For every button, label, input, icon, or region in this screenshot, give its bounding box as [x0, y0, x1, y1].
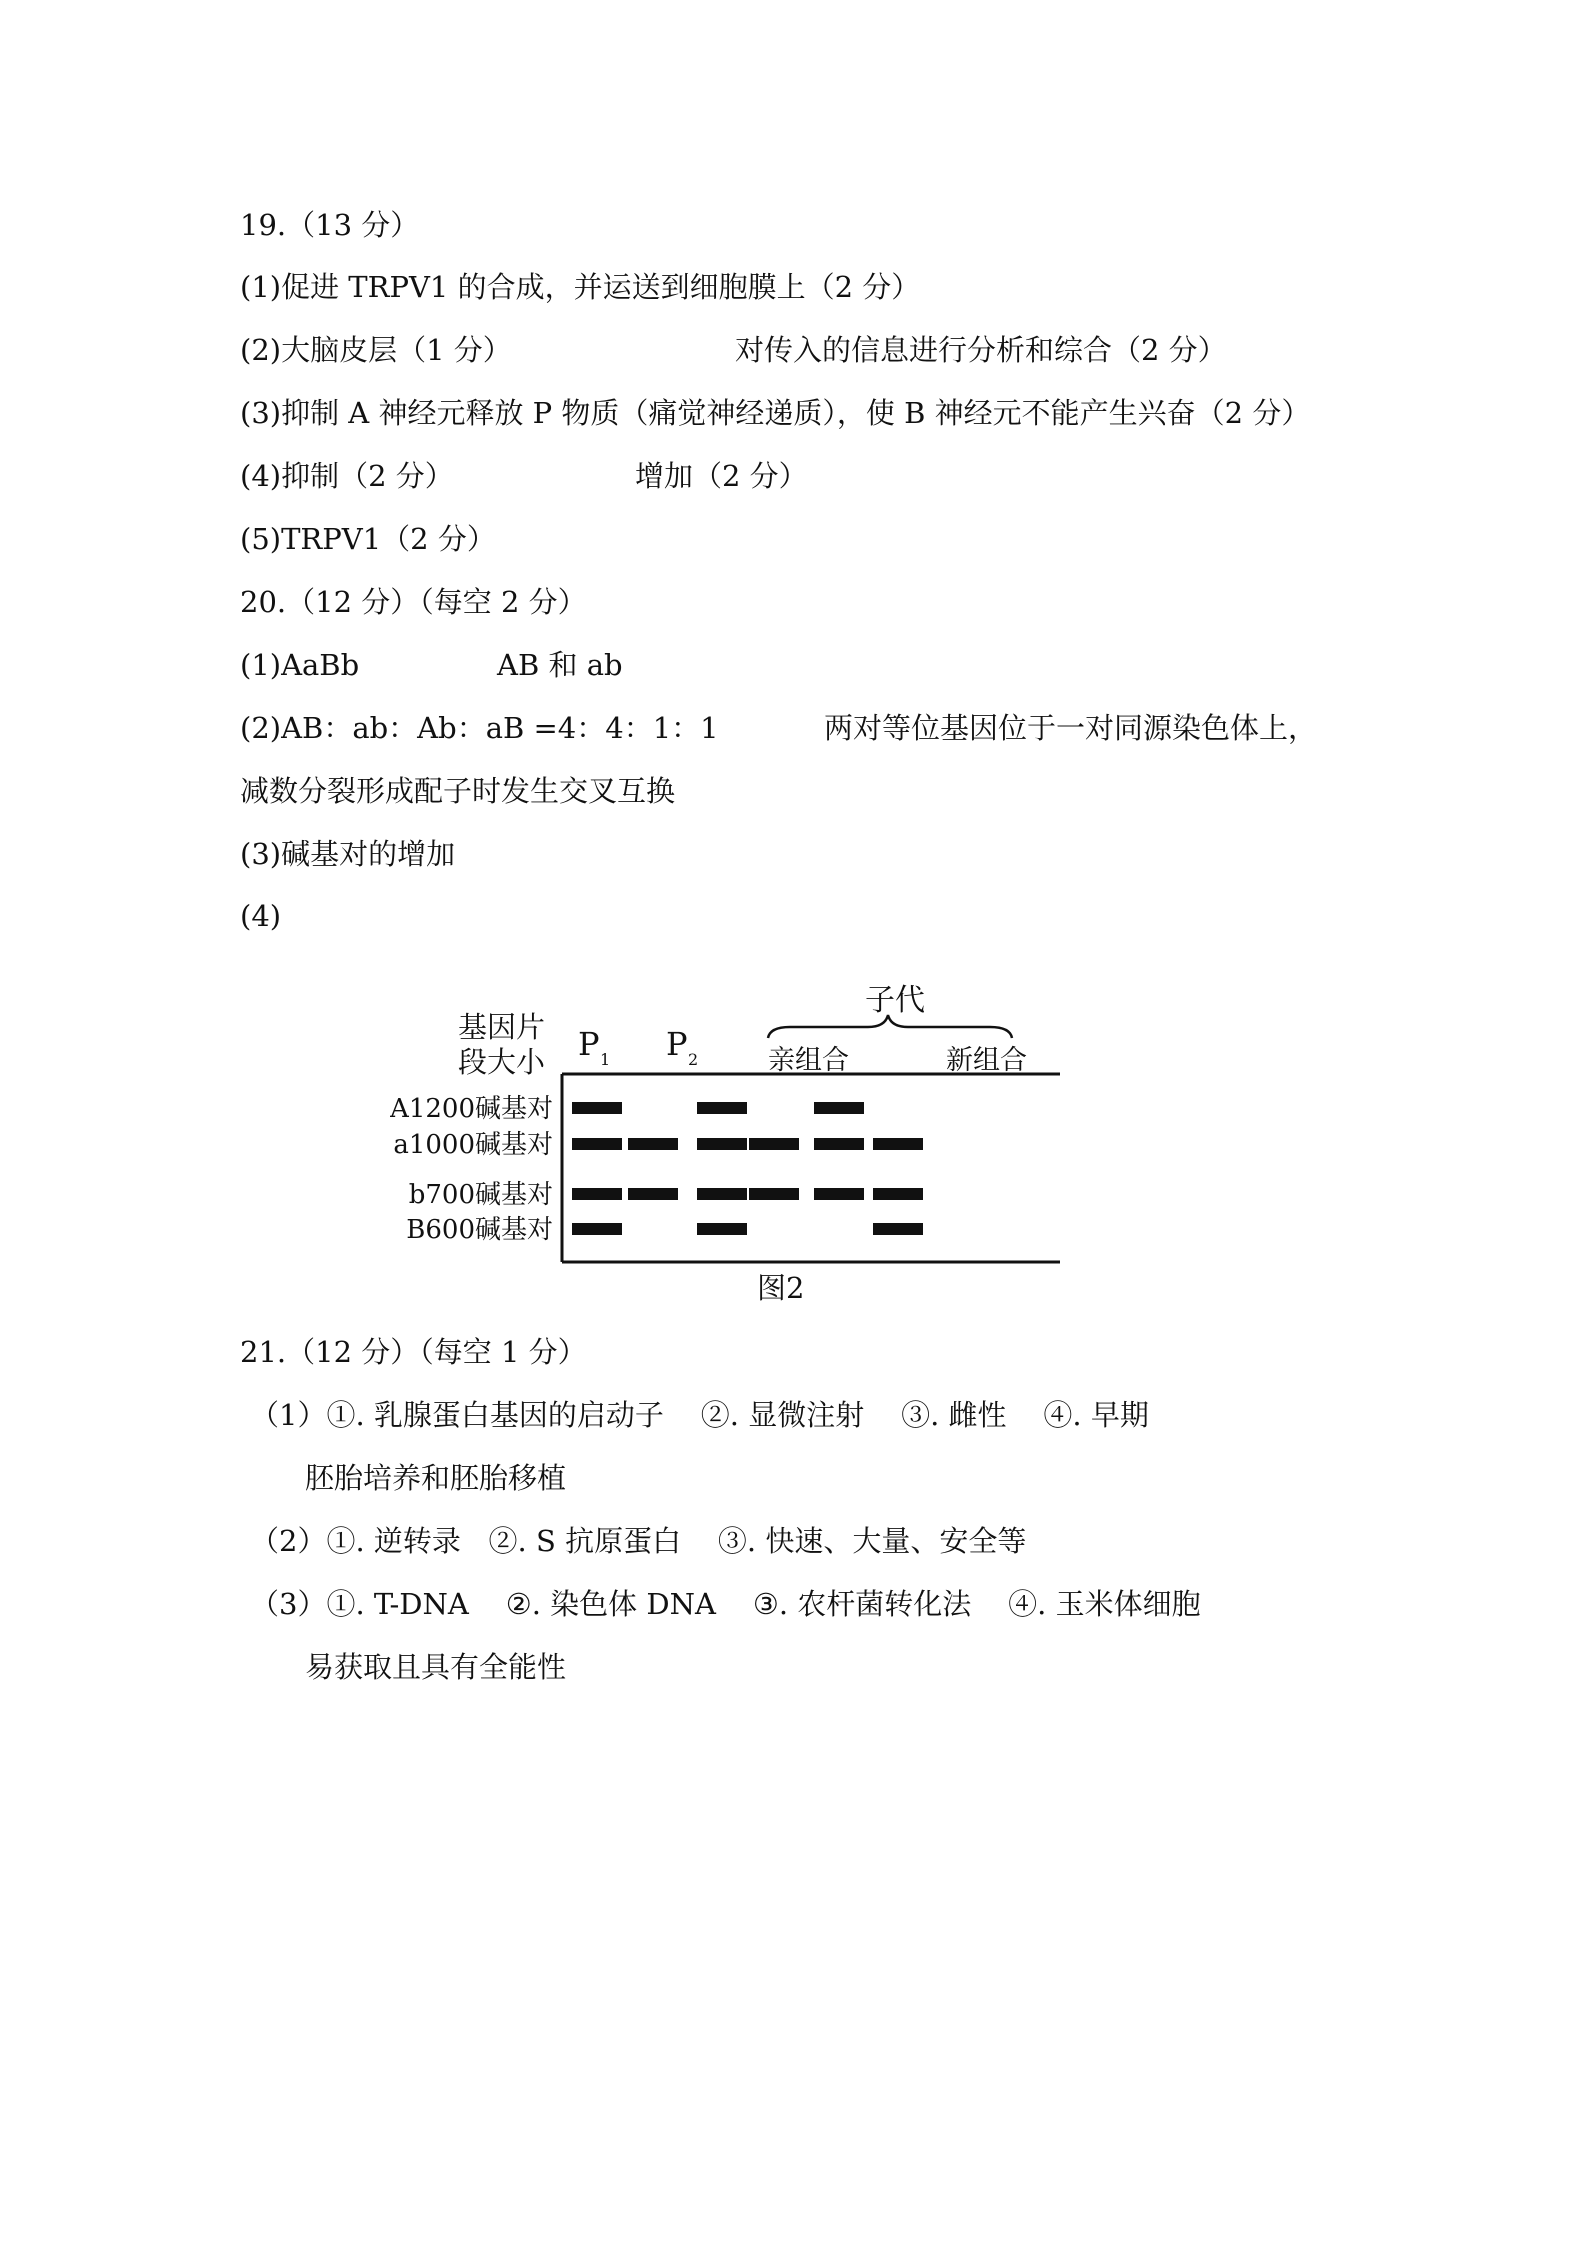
q20-answer-2b: 两对等位基因位于一对同源染色体上， — [824, 711, 1318, 745]
band-lane5-b700 — [814, 1188, 864, 1200]
q19-answer-1: (1)促进 TRPV1 的合成，并运送到细胞膜上（2 分） — [240, 270, 921, 304]
q21-answer-3: （3）①. T-DNA ②. 染色体 DNA ③. 农杆菌转化法 ④. 玉米体细胞 — [250, 1587, 1201, 1621]
band-lane6-a1000 — [873, 1138, 923, 1150]
q20-answer-1a: (1)AaBb — [240, 648, 360, 682]
q20-answer-4: (4) — [240, 899, 282, 933]
parental-label: 亲组合 — [768, 1045, 849, 1076]
band-lane1-b600 — [572, 1223, 622, 1235]
q19-answer-4a: (4)抑制（2 分） — [240, 459, 454, 493]
row-label-a1000: a1000碱基对 — [393, 1130, 553, 1160]
band-lane1-a1200 — [572, 1102, 622, 1114]
band-lane1-a1000 — [572, 1138, 622, 1150]
gel-bands — [572, 1102, 923, 1235]
q19-answer-5: (5)TRPV1（2 分） — [240, 522, 496, 556]
band-lane2-a1000 — [628, 1138, 678, 1150]
q20-answer-2c: 减数分裂形成配子时发生交叉互换 — [240, 774, 676, 808]
band-lane6-b700 — [873, 1188, 923, 1200]
header-line1: 基因片 — [458, 1010, 546, 1044]
p1-label: P — [578, 1025, 600, 1063]
q19-answer-4b: 增加（2 分） — [635, 459, 808, 493]
band-lane5-a1000 — [814, 1138, 864, 1150]
p2-label: P — [666, 1025, 688, 1063]
band-lane6-b600 — [873, 1223, 923, 1235]
gel-diagram — [390, 975, 1090, 1315]
q19-title: 19.（13 分） — [240, 208, 420, 242]
offspring-label: 子代 — [865, 983, 925, 1018]
q21-answer-1b: 胚胎培养和胚胎移植 — [305, 1461, 567, 1495]
q21-answer-3b: 易获取且具有全能性 — [305, 1650, 567, 1684]
row-label-b700: b700碱基对 — [408, 1180, 553, 1210]
q19-answer-3: (3)抑制 A 神经元释放 P 物质（痛觉神经递质），使 B 神经元不能产生兴奋（2 分） — [240, 396, 1311, 430]
band-lane5-a1200 — [814, 1102, 864, 1114]
band-lane3-b700 — [697, 1188, 747, 1200]
band-lane3-b600 — [697, 1223, 747, 1235]
q21-answer-2: （2）①. 逆转录 ②. S 抗原蛋白 ③. 快速、大量、安全等 — [250, 1524, 1027, 1558]
q20-answer-1b: AB 和 ab — [497, 648, 623, 682]
band-lane2-b700 — [628, 1188, 678, 1200]
p1-subscript: 1 — [600, 1050, 611, 1069]
q20-answer-2a: (2)AB：ab：Ab：aB =4：4：1：1 — [240, 711, 719, 745]
p2-subscript: 2 — [688, 1050, 699, 1069]
gel-figure — [390, 975, 1090, 1315]
row-label-a1200: A1200碱基对 — [390, 1094, 553, 1124]
band-lane3-a1000 — [697, 1138, 747, 1150]
offspring-brace — [768, 1015, 1012, 1038]
band-lane3-a1200 — [697, 1102, 747, 1114]
band-lane4-b700 — [749, 1188, 799, 1200]
header-line2: 段大小 — [458, 1045, 546, 1079]
q20-title: 20.（12 分）（每空 2 分） — [240, 585, 587, 619]
row-label-b600: B600碱基对 — [406, 1215, 553, 1245]
q21-title: 21.（12 分）（每空 1 分） — [240, 1335, 587, 1369]
band-lane4-a1000 — [749, 1138, 799, 1150]
q19-answer-2b: 对传入的信息进行分析和综合（2 分） — [735, 333, 1227, 367]
q19-answer-2a: (2)大脑皮层（1 分） — [240, 333, 512, 367]
band-lane1-b700 — [572, 1188, 622, 1200]
figure-caption: 图2 — [757, 1271, 805, 1305]
q21-answer-1: （1）①. 乳腺蛋白基因的启动子 ②. 显微注射 ③. 雌性 ④. 早期 — [250, 1398, 1149, 1432]
q20-answer-3: (3)碱基对的增加 — [240, 837, 456, 871]
recombinant-label: 新组合 — [946, 1045, 1027, 1076]
